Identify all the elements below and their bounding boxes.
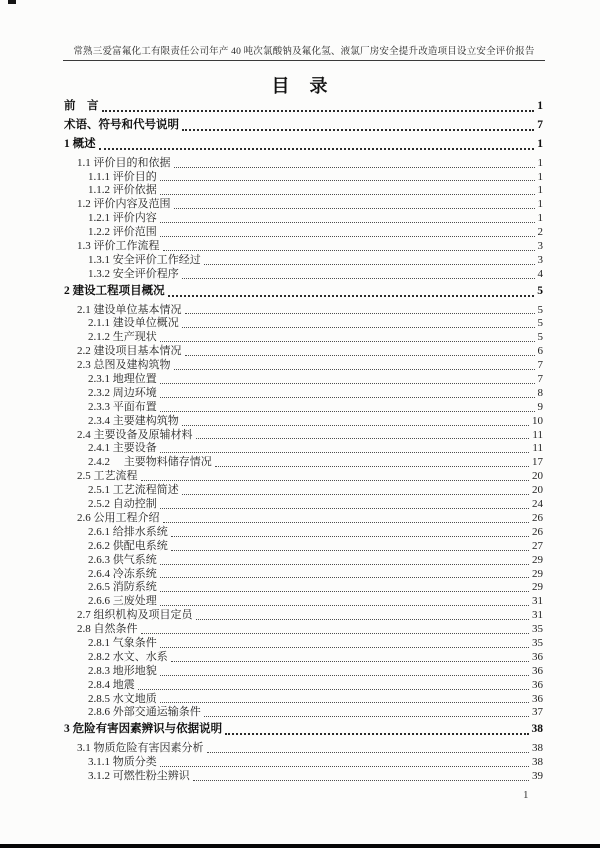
toc-entry-page: 29 (532, 567, 543, 580)
toc-entry (64, 540, 543, 554)
toc-entry-label: 2.6.5 消防系统 (88, 581, 157, 594)
toc-entry (64, 345, 543, 359)
toc-dot-leader (160, 341, 535, 342)
toc-dot-leader (174, 208, 535, 209)
toc-entry (64, 184, 543, 198)
toc-entry-label: 2.5.2 自动控制 (88, 498, 157, 511)
toc-dot-leader (168, 295, 535, 297)
toc-dot-leader (204, 716, 529, 717)
toc-entry-page: 9 (537, 400, 543, 413)
toc-entry-label: 1.3.2 安全评价程序 (88, 267, 179, 280)
toc-dot-leader (160, 236, 535, 237)
toc-entry-page: 1 (537, 170, 543, 183)
toc-entry (64, 693, 543, 707)
toc-entry (64, 359, 543, 373)
toc-entry (64, 198, 543, 212)
toc-entry (64, 568, 543, 582)
toc-entry-page: 38 (532, 756, 543, 769)
toc-entry (64, 526, 543, 540)
toc-entry (64, 554, 543, 568)
toc-entry-label: 2.3.1 地理位置 (88, 373, 157, 386)
toc-entry-page: 26 (532, 525, 543, 538)
toc-entry-page: 1 (537, 100, 543, 112)
toc-dot-leader (182, 278, 535, 279)
toc-entry (64, 609, 543, 623)
toc-entry-label: 3.1 物质危险有害因素分析 (77, 742, 204, 755)
toc-entry-page: 1 (537, 137, 543, 150)
toc-dot-leader (138, 689, 529, 690)
toc-entry-page: 5 (537, 284, 543, 297)
toc-entry (64, 119, 543, 133)
toc-entry-page: 1 (537, 156, 543, 169)
toc-entry (64, 581, 543, 595)
toc-dot-leader (160, 222, 535, 223)
toc-entry-label: 3 危险有害因素辨识与依据说明 (64, 723, 223, 736)
toc-entry (64, 138, 543, 152)
toc-entry-label: 2.5 工艺流程 (77, 470, 138, 483)
toc-dot-leader (160, 702, 529, 703)
toc-entry-label: 2.6.4 冷冻系统 (88, 567, 157, 580)
toc-entry-label: 1 概述 (64, 137, 96, 150)
toc-entry-label: 1.2.1 评价内容 (88, 212, 157, 225)
toc-entry-label: 2.1.1 建设单位概况 (88, 317, 179, 330)
toc-entry (64, 285, 543, 299)
toc-entry-page: 35 (532, 636, 543, 649)
toc-dot-leader (174, 167, 535, 168)
toc-entry-label: 2.8 自然条件 (77, 623, 138, 636)
toc-entry-label: 1.2.2 评价范围 (88, 226, 157, 239)
toc-entry-page: 29 (532, 553, 543, 566)
toc-entry-label: 2.8.3 地形地貌 (88, 664, 157, 677)
toc-entry-label: 1.1 评价目的和依据 (77, 156, 171, 169)
toc-entry-page: 1 (537, 198, 543, 211)
toc-entry (64, 268, 543, 282)
scan-corner-artifact (8, 0, 16, 4)
toc-entry-page: 2 (537, 226, 543, 239)
toc-list (64, 97, 543, 784)
toc-entry-label: 2.8.1 气象条件 (88, 636, 157, 649)
toc-dot-leader (160, 577, 529, 578)
toc-dot-leader (160, 452, 530, 453)
toc-entry-label: 2.8.5 水文地质 (88, 692, 157, 705)
toc-dot-leader (215, 466, 529, 467)
toc-entry-page: 31 (532, 609, 543, 622)
toc-entry-page: 29 (532, 581, 543, 594)
toc-dot-leader (193, 780, 529, 781)
toc-entry-page: 1 (537, 184, 543, 197)
toc-entry-label: 2.6.6 三废处理 (88, 595, 157, 608)
toc-entry (64, 723, 543, 737)
toc-entry (64, 456, 543, 470)
toc-dot-leader (163, 522, 530, 523)
toc-entry (64, 212, 543, 226)
toc-entry (64, 171, 543, 185)
toc-entry-page: 36 (532, 692, 543, 705)
toc-entry-label: 2.4.1 主要设备 (88, 442, 157, 455)
toc-entry-label: 2.5.1 工艺流程简述 (88, 484, 179, 497)
toc-entry (64, 226, 543, 240)
toc-entry (64, 484, 543, 498)
toc-entry-label: 2.4.2 主要物料储存情况 (88, 456, 212, 469)
toc-entry-page: 26 (532, 511, 543, 524)
toc-entry (64, 637, 543, 651)
toc-entry-label: 1.3 评价工作流程 (77, 240, 160, 253)
toc-entry-page: 3 (537, 253, 543, 266)
toc-dot-leader (171, 536, 529, 537)
toc-entry (64, 317, 543, 331)
toc-entry-page: 36 (532, 650, 543, 663)
toc-entry-page: 6 (537, 345, 543, 358)
toc-entry-label: 2.3 总图及建构筑物 (77, 359, 171, 372)
toc-entry-page: 7 (537, 359, 543, 372)
toc-dot-leader (182, 327, 535, 328)
toc-entry-label: 2.3.3 平面布置 (88, 400, 157, 413)
toc-dot-leader (182, 494, 529, 495)
toc-entry (64, 254, 543, 268)
toc-entry-page: 11 (532, 442, 543, 455)
toc-dot-leader (160, 411, 535, 412)
toc-entry-label: 2.3.2 周边环境 (88, 386, 157, 399)
toc-entry (64, 623, 543, 637)
toc-entry-label: 1.1.2 评价依据 (88, 184, 157, 197)
toc-entry-page: 4 (537, 267, 543, 280)
toc-entry (64, 770, 543, 784)
toc-entry-page: 35 (532, 623, 543, 636)
toc-dot-leader (160, 647, 529, 648)
toc-entry-page: 24 (532, 498, 543, 511)
toc-entry-page: 8 (537, 386, 543, 399)
toc-entry (64, 240, 543, 254)
toc-entry (64, 157, 543, 171)
toc-dot-leader (160, 564, 529, 565)
page-title: 目 录 (271, 76, 329, 96)
toc-entry (64, 679, 543, 693)
toc-entry-page: 36 (532, 678, 543, 691)
toc-dot-leader (204, 264, 535, 265)
toc-entry-page: 36 (532, 664, 543, 677)
toc-dot-leader (160, 180, 535, 181)
toc-entry (64, 706, 543, 720)
toc-entry (64, 651, 543, 665)
toc-entry-page: 10 (532, 414, 543, 427)
toc-entry (64, 304, 543, 318)
toc-dot-leader (185, 313, 535, 314)
toc-entry-label: 2.8.2 水文、水系 (88, 650, 168, 663)
toc-entry-page: 31 (532, 595, 543, 608)
toc-entry-label: 2.8.6 外部交通运输条件 (88, 706, 201, 719)
footer-page-number: 1 (523, 789, 529, 801)
toc-dot-leader (160, 766, 529, 767)
toc-entry-label: 2.1.2 生产现状 (88, 331, 157, 344)
toc-entry-page: 17 (532, 456, 543, 469)
toc-dot-leader (182, 425, 529, 426)
toc-dot-leader (160, 508, 529, 509)
toc-dot-leader (196, 619, 530, 620)
toc-entry-page: 7 (537, 373, 543, 386)
toc-entry-label: 2.7 组织机构及项目定员 (77, 609, 193, 622)
toc-entry-page: 5 (537, 331, 543, 344)
toc-entry (64, 415, 543, 429)
toc-dot-leader (141, 480, 530, 481)
toc-dot-leader (185, 355, 535, 356)
toc-entry-label: 2.4 主要设备及原辅材料 (77, 428, 193, 441)
toc-dot-leader (160, 383, 535, 384)
toc-entry-page: 20 (532, 470, 543, 483)
toc-entry (64, 756, 543, 770)
toc-entry-label: 2.2 建设项目基本情况 (77, 345, 182, 358)
toc-entry (64, 401, 543, 415)
toc-dot-leader (182, 129, 534, 131)
toc-entry (64, 442, 543, 456)
toc-entry (64, 387, 543, 401)
toc-entry (64, 498, 543, 512)
toc-entry-page: 11 (532, 428, 543, 441)
toc-entry-page: 3 (537, 240, 543, 253)
toc-entry-label: 2.3.4 主要建构筑物 (88, 414, 179, 427)
toc-entry-label: 1.2 评价内容及范围 (77, 198, 171, 211)
toc-entry-page: 5 (537, 303, 543, 316)
toc-entry-label: 前 言 (64, 100, 99, 112)
toc-entry (64, 100, 543, 114)
toc-entry (64, 331, 543, 345)
toc-entry-label: 3.1.1 物质分类 (88, 756, 157, 769)
toc-dot-leader (160, 591, 529, 592)
toc-dot-leader (102, 110, 535, 112)
scan-edge-artifact (0, 844, 600, 848)
toc-entry (64, 595, 543, 609)
toc-entry-label: 术语、符号和代号说明 (64, 118, 179, 131)
toc-dot-leader (99, 148, 535, 150)
toc-entry-label: 1.3.1 安全评价工作经过 (88, 253, 201, 266)
toc-entry-label: 2.6.2 供配电系统 (88, 539, 168, 552)
toc-dot-leader (171, 661, 529, 662)
toc-entry-label: 2.6 公用工程介绍 (77, 511, 160, 524)
toc-entry (64, 470, 543, 484)
toc-dot-leader (141, 633, 530, 634)
toc-entry-label: 3.1.2 可燃性粉尘辨识 (88, 769, 190, 782)
toc-dot-leader (225, 733, 528, 735)
toc-dot-leader (160, 675, 529, 676)
toc-entry-page: 7 (537, 118, 543, 131)
toc-dot-leader (171, 550, 529, 551)
toc-dot-leader (160, 397, 535, 398)
toc-entry-label: 2.6.3 供气系统 (88, 553, 157, 566)
toc-entry-label: 2.6.1 给排水系统 (88, 525, 168, 538)
toc-dot-leader (160, 605, 529, 606)
toc-entry-page: 20 (532, 484, 543, 497)
toc-entry-page: 5 (537, 317, 543, 330)
toc-dot-leader (160, 194, 535, 195)
toc-dot-leader (174, 369, 535, 370)
toc-entry-page: 27 (532, 539, 543, 552)
toc-entry-page: 39 (532, 769, 543, 782)
toc-dot-leader (163, 250, 535, 251)
toc-entry-page: 38 (531, 723, 543, 736)
toc-entry-label: 2.8.4 地震 (88, 678, 135, 691)
toc-entry (64, 373, 543, 387)
toc-entry (64, 429, 543, 443)
toc-entry-page: 37 (532, 706, 543, 719)
toc-entry-page: 38 (532, 742, 543, 755)
toc-dot-leader (196, 438, 530, 439)
toc-dot-leader (207, 752, 530, 753)
toc-entry-label: 2 建设工程项目概况 (64, 284, 165, 297)
running-header: 常熟三爱富氟化工有限责任公司年产 40 吨次氯酸钠及氟化氢、液氯厂房安全提升改造项目设立安全评价报告 (63, 43, 545, 61)
toc-entry-label: 1.1.1 评价目的 (88, 170, 157, 183)
toc-entry (64, 665, 543, 679)
toc-entry-label: 2.1 建设单位基本情况 (77, 303, 182, 316)
toc-entry (64, 742, 543, 756)
toc-entry-page: 1 (537, 212, 543, 225)
toc-entry (64, 512, 543, 526)
